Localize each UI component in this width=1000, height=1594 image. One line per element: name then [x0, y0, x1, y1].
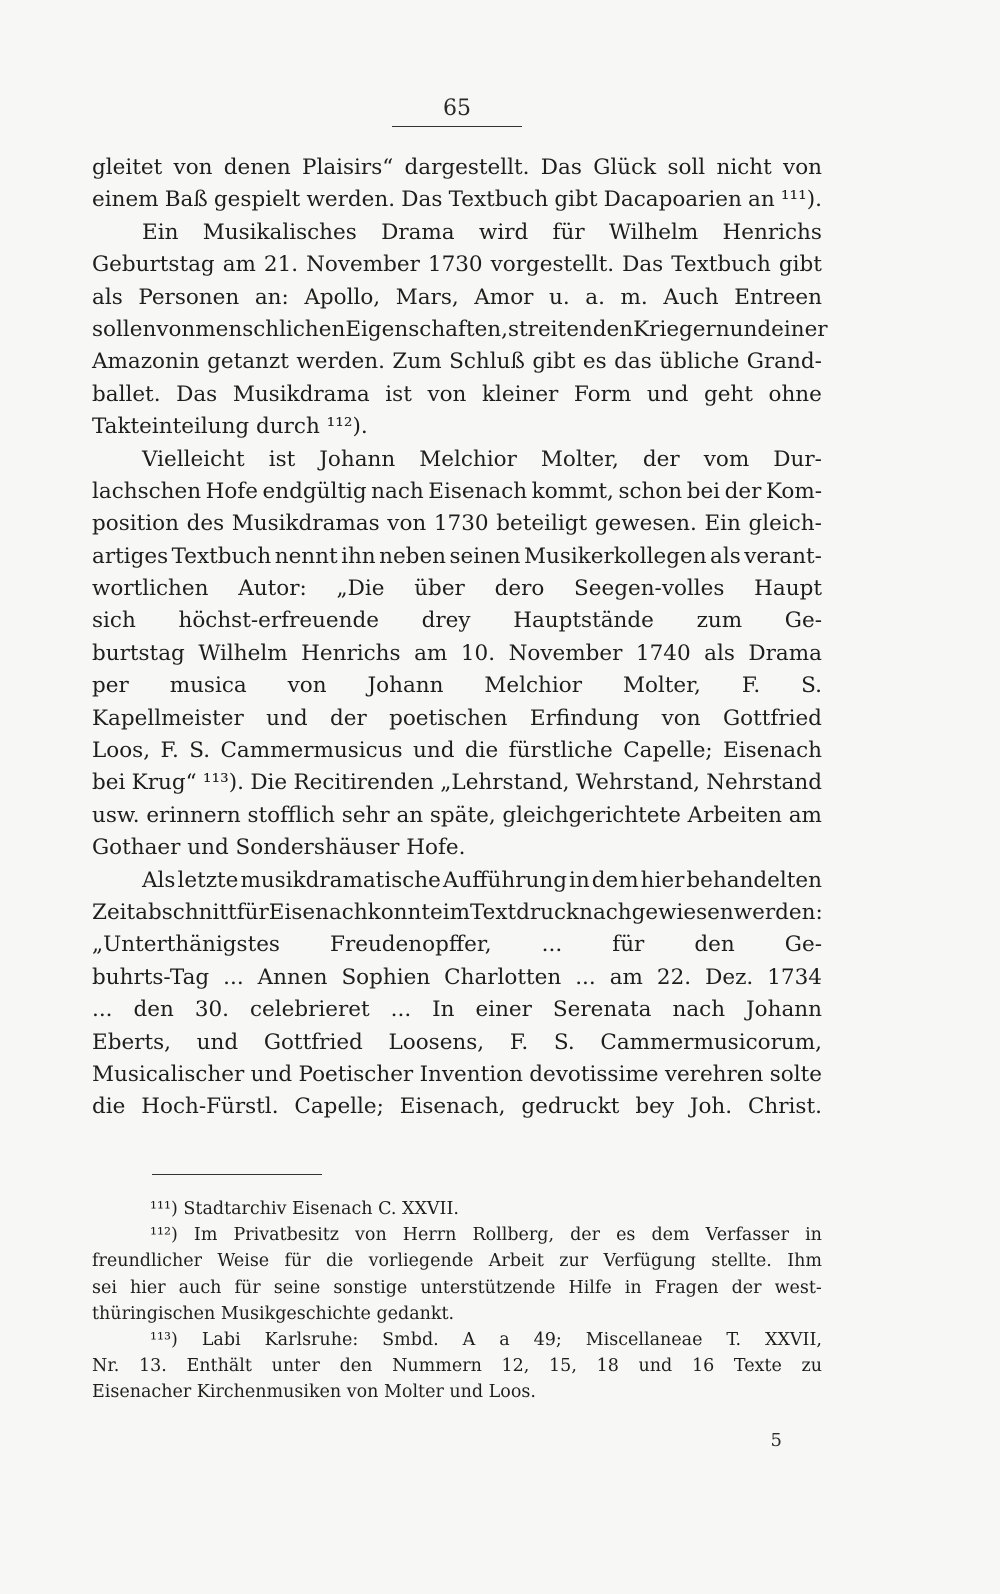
- footnote-line: freundlicher Weise für die vorliegende Arbeit zur Verfügung stellte. Ihm: [92, 1251, 822, 1272]
- header-rule: [392, 126, 522, 127]
- text-line: die Hoch-Fürstl. Capelle; Eisenach, gedruckt bey Joh. Christ.: [92, 1094, 822, 1120]
- text-line: position des Musikdramas von 1730 beteiligt gewesen. Ein gleich-: [92, 511, 822, 537]
- text-line: Eberts, und Gottfried Loosens, F. S. Cammermusicorum,: [92, 1029, 822, 1055]
- footnote-line: sei hier auch für seine sonstige unterstützende Hilfe in Fragen der west-: [92, 1277, 822, 1298]
- text-line: Zeitabschnitt für Eisenach konnte im Textdruck nachgewiesen werden:: [92, 899, 823, 925]
- text-line: usw. erinnern stofflich sehr an späte, gleichgerichtete Arbeiten am: [92, 802, 822, 828]
- text-line: artiges Textbuch nennt ihn neben seinen Musikerkollegen als verant-: [92, 543, 822, 569]
- text-line: sich höchst-erfreuende drey Hauptstände zum Ge-: [92, 608, 822, 634]
- footnote-line: Nr. 13. Enthält unter den Nummern 12, 15, 18 und 16 Texte zu: [92, 1356, 822, 1377]
- text-line: burtstag Wilhelm Henrichs am 10. November 1740 als Drama: [92, 640, 822, 666]
- text-line: Amazonin getanzt werden. Zum Schluß gibt es das übliche Grand-: [92, 349, 822, 375]
- text-line: lachschen Hofe endgültig nach Eisenach kommt, schon bei der Kom-: [92, 478, 822, 504]
- text-line: als Personen an: Apollo, Mars, Amor u. a. m. Auch Entreen: [92, 284, 822, 310]
- text-line: Takteinteilung durch ¹¹²).: [92, 414, 368, 440]
- text-line: sollen von menschlichen Eigenschaften, streitenden Kriegern und einer: [92, 316, 828, 342]
- footnote-line: ¹¹²) Im Privatbesitz von Herrn Rollberg, der es dem Verfasser in: [150, 1225, 822, 1246]
- signature-mark: 5: [770, 1430, 782, 1451]
- footnotes: [92, 1196, 822, 1406]
- text-line: Musicalischer und Poetischer Invention devotissime verehren solte: [92, 1061, 822, 1087]
- main-text: [92, 152, 828, 1124]
- text-line: per musica von Johann Melchior Molter, F. S.: [92, 673, 822, 699]
- footnote-line: ¹¹¹) Stadtarchiv Eisenach C. XXVII.: [150, 1199, 459, 1219]
- text-line: gleitet von denen Plaisirs“ dargestellt. Das Glück soll nicht von: [92, 155, 822, 180]
- text-line: buhrts-Tag ... Annen Sophien Charlotten ... am 22. Dez. 1734: [92, 964, 822, 990]
- text-line: wortlichen Autor: „Die über dero Seegen-volles Haupt: [92, 576, 822, 602]
- text-line: Geburtstag am 21. November 1730 vorgestellt. Das Textbuch gibt: [92, 252, 822, 278]
- text-line: bei Krug“ ¹¹³). Die Recitirenden „Lehrstand, Wehrstand, Nehrstand: [92, 770, 822, 796]
- text-line: Als letzte musikdramatische Aufführung in dem hier behandelten: [142, 867, 822, 893]
- text-line: Gothaer und Sondershäuser Hofe.: [92, 835, 466, 861]
- text-line: einem Baß gespielt werden. Das Textbuch gibt Dacapoarien an ¹¹¹).: [92, 187, 822, 213]
- footnote-line: thüringischen Musikgeschichte gedankt.: [92, 1303, 455, 1324]
- text-line: ballet. Das Musikdrama ist von kleiner Form und geht ohne: [92, 381, 822, 407]
- footnote-line: Eisenacher Kirchenmusiken von Molter und Loos.: [92, 1382, 536, 1403]
- footnote-rule: [152, 1174, 322, 1175]
- text-line: Kapellmeister und der poetischen Erfindung von Gottfried: [92, 705, 822, 731]
- footnote-line: ¹¹³) Labi Karlsruhe: Smbd. A a 49; Miscellaneae T. XXVII,: [150, 1329, 822, 1350]
- text-line: Vielleicht ist Johann Melchior Molter, der vom Dur-: [142, 446, 822, 472]
- page-number: 65: [443, 96, 471, 121]
- text-line: Ein Musikalisches Drama wird für Wilhelm Henrichs: [142, 219, 822, 245]
- text-line: „Unterthänigstes Freudenopffer, ... für den Ge-: [92, 932, 822, 958]
- text-line: ... den 30. celebrieret ... In einer Serenata nach Johann: [92, 997, 822, 1023]
- text-line: Loos, F. S. Cammermusicus und die fürstliche Capelle; Eisenach: [92, 738, 822, 764]
